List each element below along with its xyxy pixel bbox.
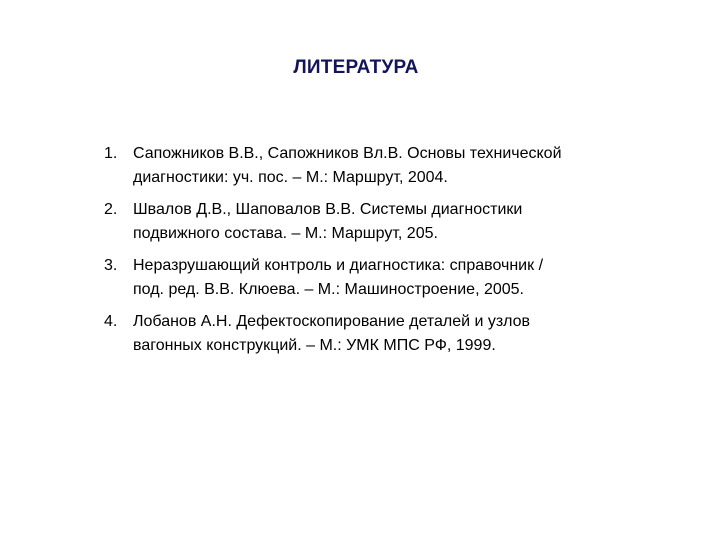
reference-list: [104, 142, 644, 366]
reference-line: подвижного состава. – М.: Маршрут, 205.: [133, 225, 438, 242]
reference-number: 1.: [104, 145, 118, 162]
reference-line: вагонных конструкций. – М.: УМК МПС РФ, 1999.: [133, 337, 496, 354]
reference-item-3: [104, 254, 644, 302]
reference-item-2: [104, 198, 644, 246]
reference-line: Неразрушающий контроль и диагностика: справочник /: [133, 257, 544, 274]
reference-line: диагностики: уч. пос. – М.: Маршрут, 2004.: [133, 169, 448, 186]
reference-text: [133, 254, 644, 302]
reference-line: Лобанов А.Н. Дефектоскопирование деталей и узлов: [133, 313, 530, 330]
reference-line: Швалов Д.В., Шаповалов В.В. Системы диагностики: [133, 201, 523, 218]
reference-number: 3.: [104, 257, 118, 274]
reference-item-4: [104, 310, 644, 358]
slide-title: ЛИТЕРАТУРА: [293, 57, 419, 78]
reference-text: [133, 310, 644, 358]
reference-item-1: [104, 142, 644, 190]
reference-line: под. ред. В.В. Клюева. – М.: Машиностроение, 2005.: [133, 281, 524, 298]
reference-text: [133, 198, 644, 246]
reference-number: 2.: [104, 201, 118, 218]
reference-text: [133, 142, 644, 190]
reference-number: 4.: [104, 313, 118, 330]
reference-line: Сапожников В.В., Сапожников Вл.В. Основы технической: [133, 145, 562, 162]
